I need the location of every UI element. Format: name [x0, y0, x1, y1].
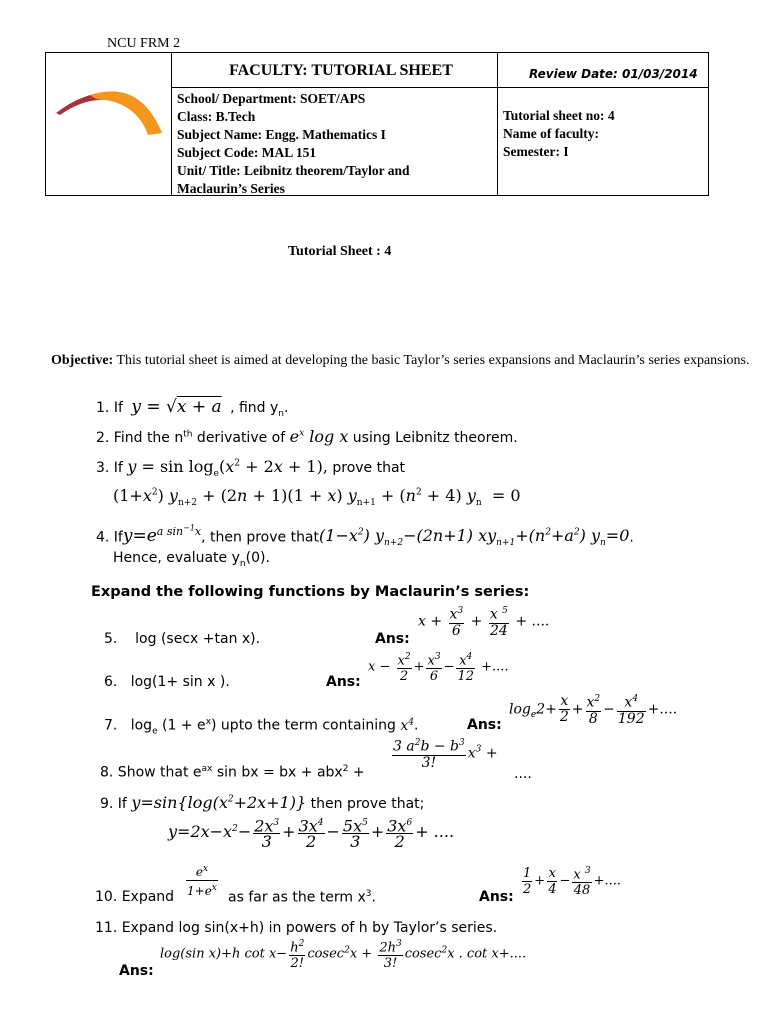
review-date: Review Date: 01/03/2014: [529, 67, 698, 81]
sheet-title: FACULTY: TUTORIAL SHEET: [229, 62, 453, 79]
q11-answer: log(sin x)+h cot x− $\frac{h^2}{2!}$ cosec$^2$x + $\frac{2h^3}{3!}$ cosec$^2$x . cot x+....: [160, 939, 527, 972]
q1-formula: y = √x + a: [131, 397, 222, 417]
faculty-line: Name of faculty:: [503, 126, 599, 141]
objective: [51, 352, 751, 370]
q3-formula: $y = \sin \log_e(x^2 + 2x + 1)$,: [127, 457, 328, 480]
question-6: 6. log(1+ sin x ).: [104, 674, 230, 690]
unit-title-line-2: Maclaurin’s Series: [177, 181, 285, 196]
answer-label: Ans:: [375, 631, 410, 647]
question-2: 2. Find the $n^{th}$ derivative of $e^x$ log x using Leibnitz theorem.: [96, 427, 518, 446]
question-5: 5. log (secx +tan x).: [104, 631, 261, 647]
expand-heading: Expand the following functions by Maclaurin’s series:: [91, 584, 530, 600]
tutorial-no-line: Tutorial sheet no: 4: [503, 108, 615, 123]
question-11: 11. Expand log sin(x+h) in powers of h by Taylor’s series.: [95, 920, 498, 936]
q4-formula: $y=e^{a sin^{-1}x}$: [122, 523, 202, 547]
sheet-info: [503, 107, 615, 161]
answer-label: Ans:: [467, 717, 502, 733]
q7-answer: $\log_e2+$ $\frac{x}{2}$ + $\frac{x^2}{8}$ − $\frac{x^4}{192}$ +....: [509, 692, 678, 727]
q9-formula: $y=\sin\{\log(x^2+2x+1)\}$: [131, 793, 307, 812]
q10-answer: $\frac{1}{2}$ + $\frac{x}{4}$ − $\frac{x ^3}{48}$ +....: [523, 865, 621, 899]
tutorial-sheet-heading: Tutorial Sheet : 4: [288, 244, 392, 259]
q6-answer: x − $\frac{x^2}{2}$ + $\frac{x^3}{6}$ − $\frac{x^4}{12}$ +....: [368, 652, 509, 685]
q3-equation: $(1+x^2) y_{n+2} + (2n + 1)(1 + x) y_{n+1} + (n^2 + 4) y_n = 0$: [113, 486, 521, 509]
school-info: [177, 90, 410, 198]
logo-arch-orange: [90, 91, 162, 135]
school-line: School/ Department: SOET/APS: [177, 91, 366, 106]
subject-code-line: Subject Code: MAL 151: [177, 145, 317, 160]
class-line: Class: B.Tech: [177, 109, 256, 124]
question-10-text: as far as the term $x^3$.: [228, 889, 376, 906]
q2-formula: $e^x$ log x: [289, 427, 349, 446]
question-1: 1. If y = √x + a , find $y_n$.: [96, 397, 289, 419]
q4-equation: $(1-x^2)$ $y_{n+2}-(2n+1)$ $xy_{n+1}+(n^2+a^2)$ $y_n=0$: [319, 526, 630, 549]
unit-title-line: Unit/ Title: Leibnitz theorem/Taylor and: [177, 163, 410, 178]
question-7: 7. $\log_e (1 + e^x)$ upto the term containing $x^4$.: [104, 717, 419, 737]
answer-label: Ans:: [119, 963, 154, 979]
answer-label: Ans:: [326, 674, 361, 690]
table-divider: [497, 53, 498, 195]
table-divider: [171, 53, 172, 195]
question-3: 3. If $y = \sin \log_e(x^2 + 2x + 1)$, prove that: [96, 457, 406, 480]
objective-label: Objective:: [51, 353, 114, 368]
form-code: NCU FRM 2: [107, 36, 181, 51]
question-9: 9. If $y=\sin\{\log(x^2+2x+1)\}$ then prove that;: [100, 793, 425, 812]
q5-answer: x + $\frac{x^3}{6}$ + $\frac{x ^5}{24}$ + ....: [418, 606, 550, 639]
question-10: 10. Expand: [95, 889, 175, 905]
q10-fraction: $\frac{e^x}{1+e^x}$: [187, 864, 217, 898]
question-8: 8. Show that $e^{ax}$ sin bx = bx + abx$^2$ +: [100, 764, 365, 781]
answer-label: Ans:: [479, 889, 514, 905]
question-4-line2: Hence, evaluate $y_n(0)$.: [113, 550, 270, 569]
semester-line: Semester: I: [503, 144, 569, 159]
table-divider: [171, 87, 708, 88]
ncu-logo: [52, 83, 164, 139]
q9-equation: $y=2x-x^2-$ $\frac{2x^3}{3}$ + $\frac{3x^4}{2}$ − $\frac{5x^5}{3}$ + $\frac{3x^6}{2}$ + ....: [168, 816, 455, 852]
header-table: [45, 52, 709, 196]
objective-text: This tutorial sheet is aimed at developing the basic Taylor’s series expansions and Maclaurin’s series expansions.: [113, 353, 750, 368]
subject-name-line: Subject Name: Engg. Mathematics I: [177, 127, 386, 142]
q8-term: $\frac{3 a^2b - b^3}{3!}$ $x^3$ +: [393, 738, 498, 771]
question-4: 4. $Ify=e^{a sin^{-1}x}$, then prove $that(1-x^2)$ $y_{n+2}-(2n+1)$ $xy_{n+1}+(n^2+a^2)$ $y_n=0$.: [96, 523, 634, 549]
q8-dots: ....: [514, 766, 532, 782]
